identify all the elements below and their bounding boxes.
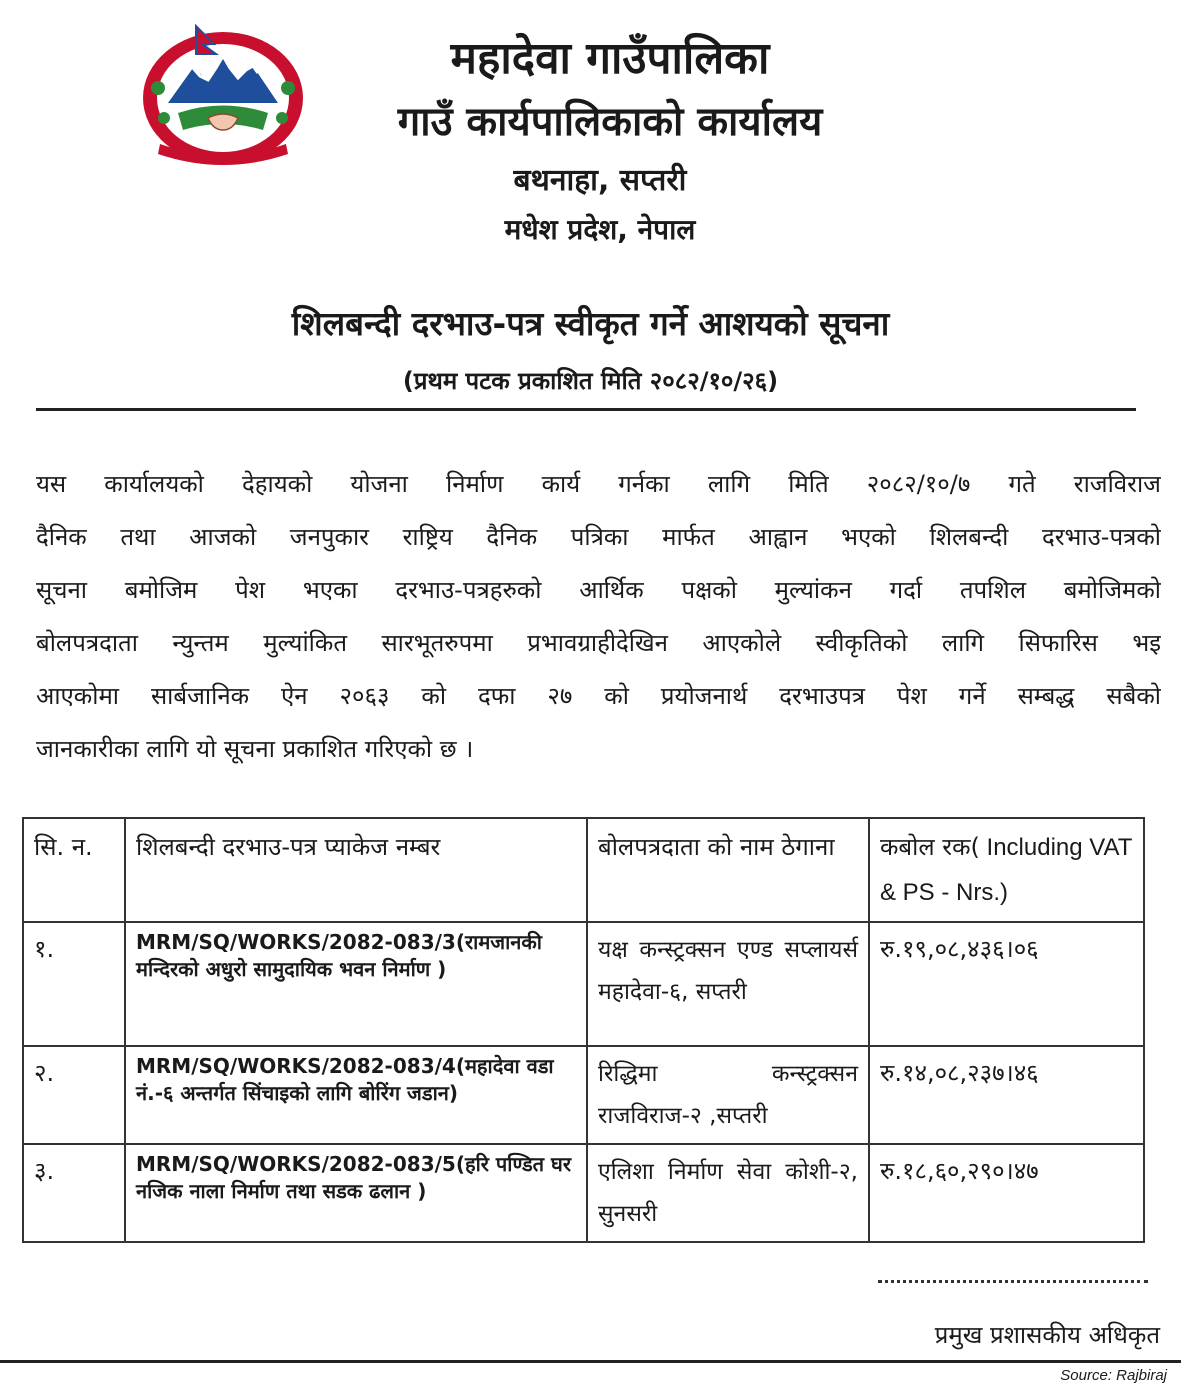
- header-sn: सि. न.: [23, 818, 125, 922]
- signature-line: [878, 1280, 1148, 1283]
- table-row: [23, 922, 1144, 1046]
- cell-sn: १.: [23, 922, 125, 1046]
- signatory-title: प्रमुख प्रशासकीय अधिकृत: [934, 1321, 1160, 1349]
- cell-package: MRM/SQ/WORKS/2082-083/3(रामजानकी मन्दिरको अधुरो सामुदायिक भवन निर्माण ): [125, 922, 587, 1046]
- source-credit: Source: Rajbiraj: [1060, 1367, 1167, 1384]
- header-amount-en: Including VAT & PS - Nrs.): [880, 834, 1132, 906]
- header-amount-np: कबोल रक(: [880, 833, 980, 861]
- cell-sn: २.: [23, 1046, 125, 1144]
- notice-subtitle: (प्रथम पटक प्रकाशित मिति २०८२/१०/२६): [402, 367, 779, 395]
- municipality-name: महादेवा गाउँपालिका: [450, 33, 770, 84]
- cell-amount: रु.१९,०८,४३६।०६: [869, 922, 1144, 1046]
- body-line: आएकोमा सार्बजानिक ऐन २०६३ को दफा २७ को प्रयोजनार्थ दरभाउपत्र पेश गर्ने सम्बद्ध सबैको: [36, 682, 1161, 710]
- cell-sn: ३.: [23, 1144, 125, 1242]
- body-line: बोलपत्रदाता न्युन्तम मुल्यांकित सारभूतरुपमा प्रभावग्राहीदेखिन आएकोले स्वीकृतिको लागि सिफारिस भइ: [36, 629, 1161, 657]
- office-name: गाउँ कार्यपालिकाको कार्यालय: [397, 99, 823, 145]
- cell-amount: रु.१८,६०,२९०।४७: [869, 1144, 1144, 1242]
- notice-title: शिलबन्दी दरभाउ-पत्र स्वीकृत गर्ने आशयको सूचना: [291, 304, 890, 343]
- notice-body: [36, 458, 1161, 776]
- header-bidder: बोलपत्रदाता को नाम ठेगाना: [587, 818, 869, 922]
- cell-package: MRM/SQ/WORKS/2082-083/5(हरि पण्डित घर नजिक नाला निर्माण तथा सडक ढलान ): [125, 1144, 587, 1242]
- nepal-emblem-icon: [138, 18, 308, 170]
- body-line: दैनिक तथा आजको जनपुकार राष्ट्रिय दैनिक पत्रिका मार्फत आह्वान भएको शिलबन्दी दरभाउ-पत्रको: [36, 523, 1161, 551]
- header-package: शिलबन्दी दरभाउ-पत्र प्याकेज नम्बर: [125, 818, 587, 922]
- cell-package: MRM/SQ/WORKS/2082-083/4(महादेवा वडा नं.-६ अन्तर्गत सिंचाइको लागि बोरिंग जडान): [125, 1046, 587, 1144]
- table-header-row: [23, 818, 1144, 922]
- cell-bidder: यक्ष कन्स्ट्रक्सन एण्ड सप्लायर्स महादेवा-६, सप्तरी: [587, 922, 869, 1046]
- table-row: [23, 1144, 1144, 1242]
- cell-bidder: रिद्धिमा कन्स्ट्रक्सन राजविराज-२ ,सप्तरी: [587, 1046, 869, 1144]
- body-line: जानकारीका लागि यो सूचना प्रकाशित गरिएको छ ।: [36, 735, 474, 763]
- bid-table: [22, 817, 1145, 1243]
- office-province: मधेश प्रदेश, नेपाल: [504, 213, 696, 246]
- table-row: [23, 1046, 1144, 1144]
- office-location: बथनाहा, सप्तरी: [513, 163, 687, 198]
- divider: [36, 408, 1136, 411]
- header-amount: [869, 818, 1144, 922]
- body-line: यस कार्यालयको देहायको योजना निर्माण कार्य गर्नका लागि मिति २०८२/१०/७ गते राजविराज: [36, 470, 1161, 498]
- cell-amount: रु.१४,०८,२३७।४६: [869, 1046, 1144, 1144]
- body-line: सूचना बमोजिम पेश भएका दरभाउ-पत्रहरुको आर्थिक पक्षको मुल्यांकन गर्दा तपशिल बमोजिमको: [36, 576, 1161, 604]
- cell-bidder: एलिशा निर्माण सेवा कोशी-२, सुनसरी: [587, 1144, 869, 1242]
- source-divider: [0, 1360, 1181, 1363]
